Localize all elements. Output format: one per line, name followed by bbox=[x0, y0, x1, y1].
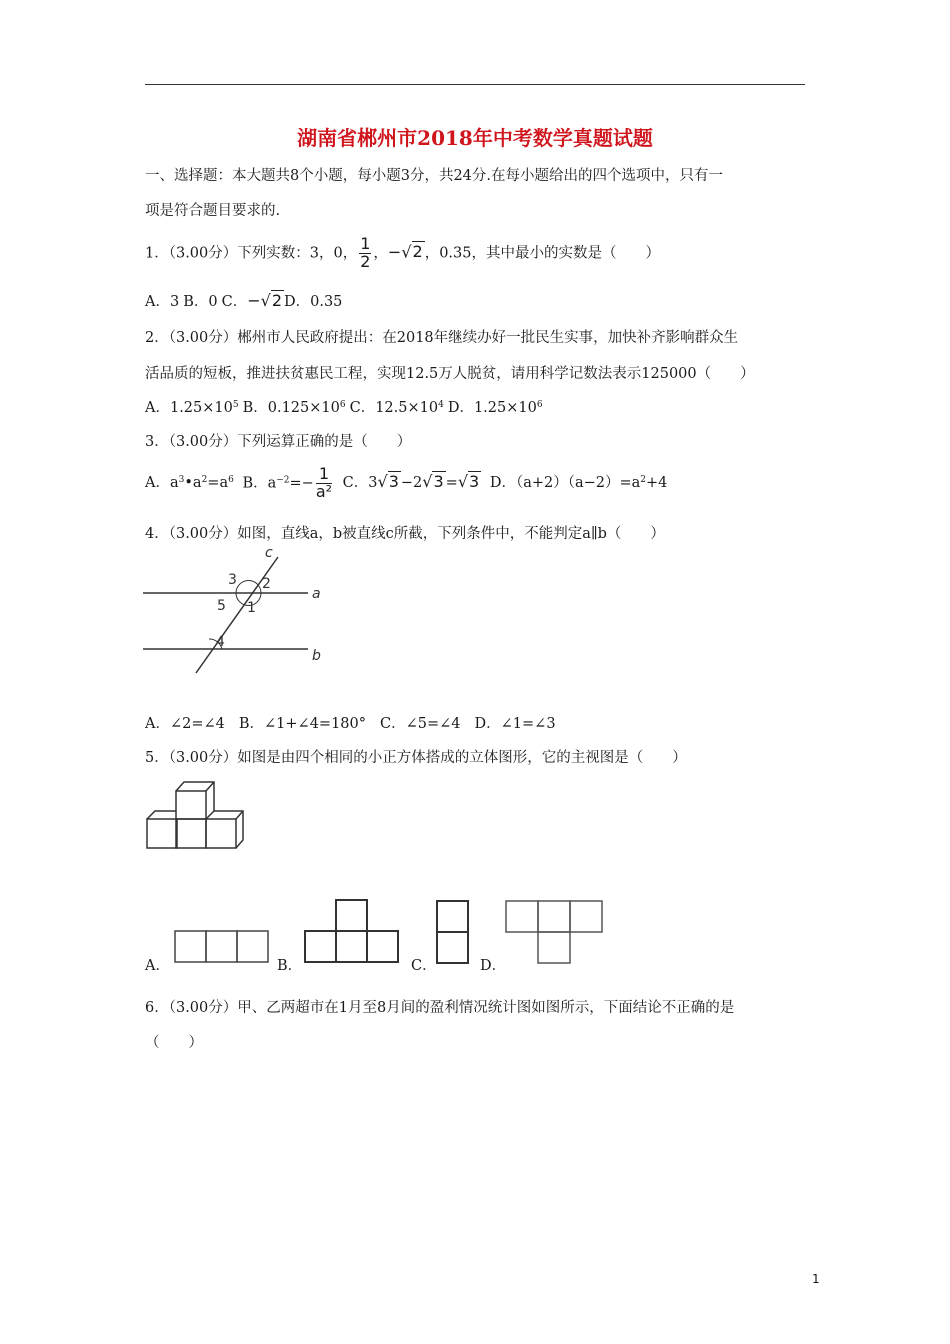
q1-stem-end: ，0.35，其中最小的实数是（ ） bbox=[424, 245, 660, 262]
line-c bbox=[196, 557, 278, 673]
q3-option-b[interactable]: B．$a^{-2}=-$ $\frac{1}{\text{a²}}$ bbox=[242, 464, 333, 501]
q3-options bbox=[145, 466, 671, 501]
question-2-line2: 活品质的短板，推进扶贫惠民工程，实现12.5万人脱贫，请用科学记数法表示125000（ ） bbox=[145, 366, 755, 382]
q4-option-d[interactable]: D．∠1=∠3 bbox=[474, 716, 556, 732]
q1-c-sqrt-sign: √ bbox=[260, 291, 271, 310]
label-angle-5: 5 bbox=[217, 598, 226, 614]
q1-neg-sqrt bbox=[388, 241, 425, 261]
q1-sep: ， bbox=[373, 245, 388, 262]
q1-option-a[interactable]: A．3 bbox=[145, 294, 180, 310]
q5-option-d-figure[interactable] bbox=[503, 898, 605, 966]
question-6-line1: 6．（3.00分）甲、乙两超市在1月至8月间的盈利情况统计图如图所示，下面结论不正确的是 bbox=[145, 1000, 735, 1016]
page-number: 1 bbox=[812, 1272, 820, 1286]
q5-option-c-label[interactable]: C． bbox=[411, 958, 437, 974]
q1-option-c-label: C． bbox=[221, 294, 248, 310]
q2-options bbox=[145, 396, 547, 417]
label-angle-1: 1 bbox=[247, 600, 256, 616]
q1-option-d[interactable]: D．0.35 bbox=[284, 294, 343, 310]
q5-option-c-figure[interactable] bbox=[434, 898, 472, 966]
q5-option-a-label[interactable]: A． bbox=[145, 958, 170, 974]
q1-fraction bbox=[359, 236, 371, 271]
q4-options bbox=[145, 712, 560, 733]
q3-option-d[interactable]: D．$(a+2)(a-2)=a^2+4$ bbox=[489, 475, 668, 492]
q3-option-c[interactable]: C．3√3 −2√3 =√3 bbox=[342, 472, 480, 492]
q4-option-c[interactable]: C．∠5=∠4 bbox=[380, 716, 461, 732]
q1-radicand: 2 bbox=[412, 242, 423, 262]
section-instructions-line1: 一、选择题：本大题共8个小题，每小题3分，共24分.在每小题给出的四个选项中，只有一 bbox=[145, 168, 724, 184]
q2-option-b[interactable]: B．$0.125\times 10^6$ bbox=[242, 400, 346, 416]
question-3: 3．（3.00分）下列运算正确的是（ ） bbox=[145, 434, 412, 450]
label-angle-4: 4 bbox=[216, 634, 225, 650]
q1-option-b[interactable]: B．0 bbox=[183, 294, 218, 310]
q1-frac-den: 2 bbox=[360, 251, 371, 271]
q3-option-a[interactable]: A．$a^3•a^2=a^6$ bbox=[145, 475, 234, 492]
q1-c-neg: − bbox=[247, 291, 261, 310]
q5-option-b-label[interactable]: B． bbox=[277, 958, 303, 974]
q5-option-b-figure[interactable] bbox=[302, 897, 402, 965]
question-2-line1: 2．（3.00分）郴州市人民政府提出：在2018年继续办好一批民生实事，加快补齐影响群众生 bbox=[145, 330, 739, 346]
label-a: a bbox=[312, 586, 321, 602]
q4-option-b[interactable]: B．∠1+∠4=180° bbox=[238, 716, 367, 732]
q1-stem-start: 1．（3.00分）下列实数：3，0， bbox=[145, 245, 358, 262]
section-instructions-line2: 项是符合题目要求的. bbox=[145, 203, 281, 219]
q5-option-d-label[interactable]: D． bbox=[480, 958, 507, 974]
q4-parallel-lines-figure bbox=[140, 545, 340, 677]
label-angle-2: 2 bbox=[262, 576, 271, 592]
question-6-line2: （ ） bbox=[145, 1035, 203, 1051]
q4-option-a[interactable]: A．∠2=∠4 bbox=[145, 716, 225, 732]
q1-neg-sign: − bbox=[387, 242, 402, 262]
page-title: 湖南省郴州市2018年中考数学真题试题 bbox=[297, 126, 653, 150]
question-4: 4．（3.00分）如图，直线a，b被直线c所截，下列条件中，不能判定a∥b（ ） bbox=[145, 526, 665, 542]
q5-option-a-figure[interactable] bbox=[172, 928, 272, 966]
label-angle-3: 3 bbox=[228, 572, 237, 588]
q1-options bbox=[145, 290, 346, 311]
q2-option-a[interactable]: A．$1.25\times 10^5$ bbox=[145, 400, 239, 416]
q2-option-c[interactable]: C．$12.5\times 10^4$ bbox=[349, 400, 444, 416]
q5-cube-figure bbox=[143, 776, 248, 854]
q1-option-c[interactable] bbox=[221, 291, 284, 310]
question-1 bbox=[145, 236, 660, 271]
q1-c-radicand: 2 bbox=[271, 291, 282, 310]
header-rule bbox=[145, 84, 805, 85]
q2-option-d[interactable]: D．$1.25\times 10^6$ bbox=[447, 400, 543, 416]
q1-frac-num: 1 bbox=[360, 234, 371, 253]
question-5: 5．（3.00分）如图是由四个相同的小正方体搭成的立体图形，它的主视图是（ ） bbox=[145, 750, 687, 766]
label-b: b bbox=[312, 648, 321, 664]
q1-sqrt-sign: √ bbox=[401, 242, 412, 262]
label-c: c bbox=[265, 545, 273, 561]
